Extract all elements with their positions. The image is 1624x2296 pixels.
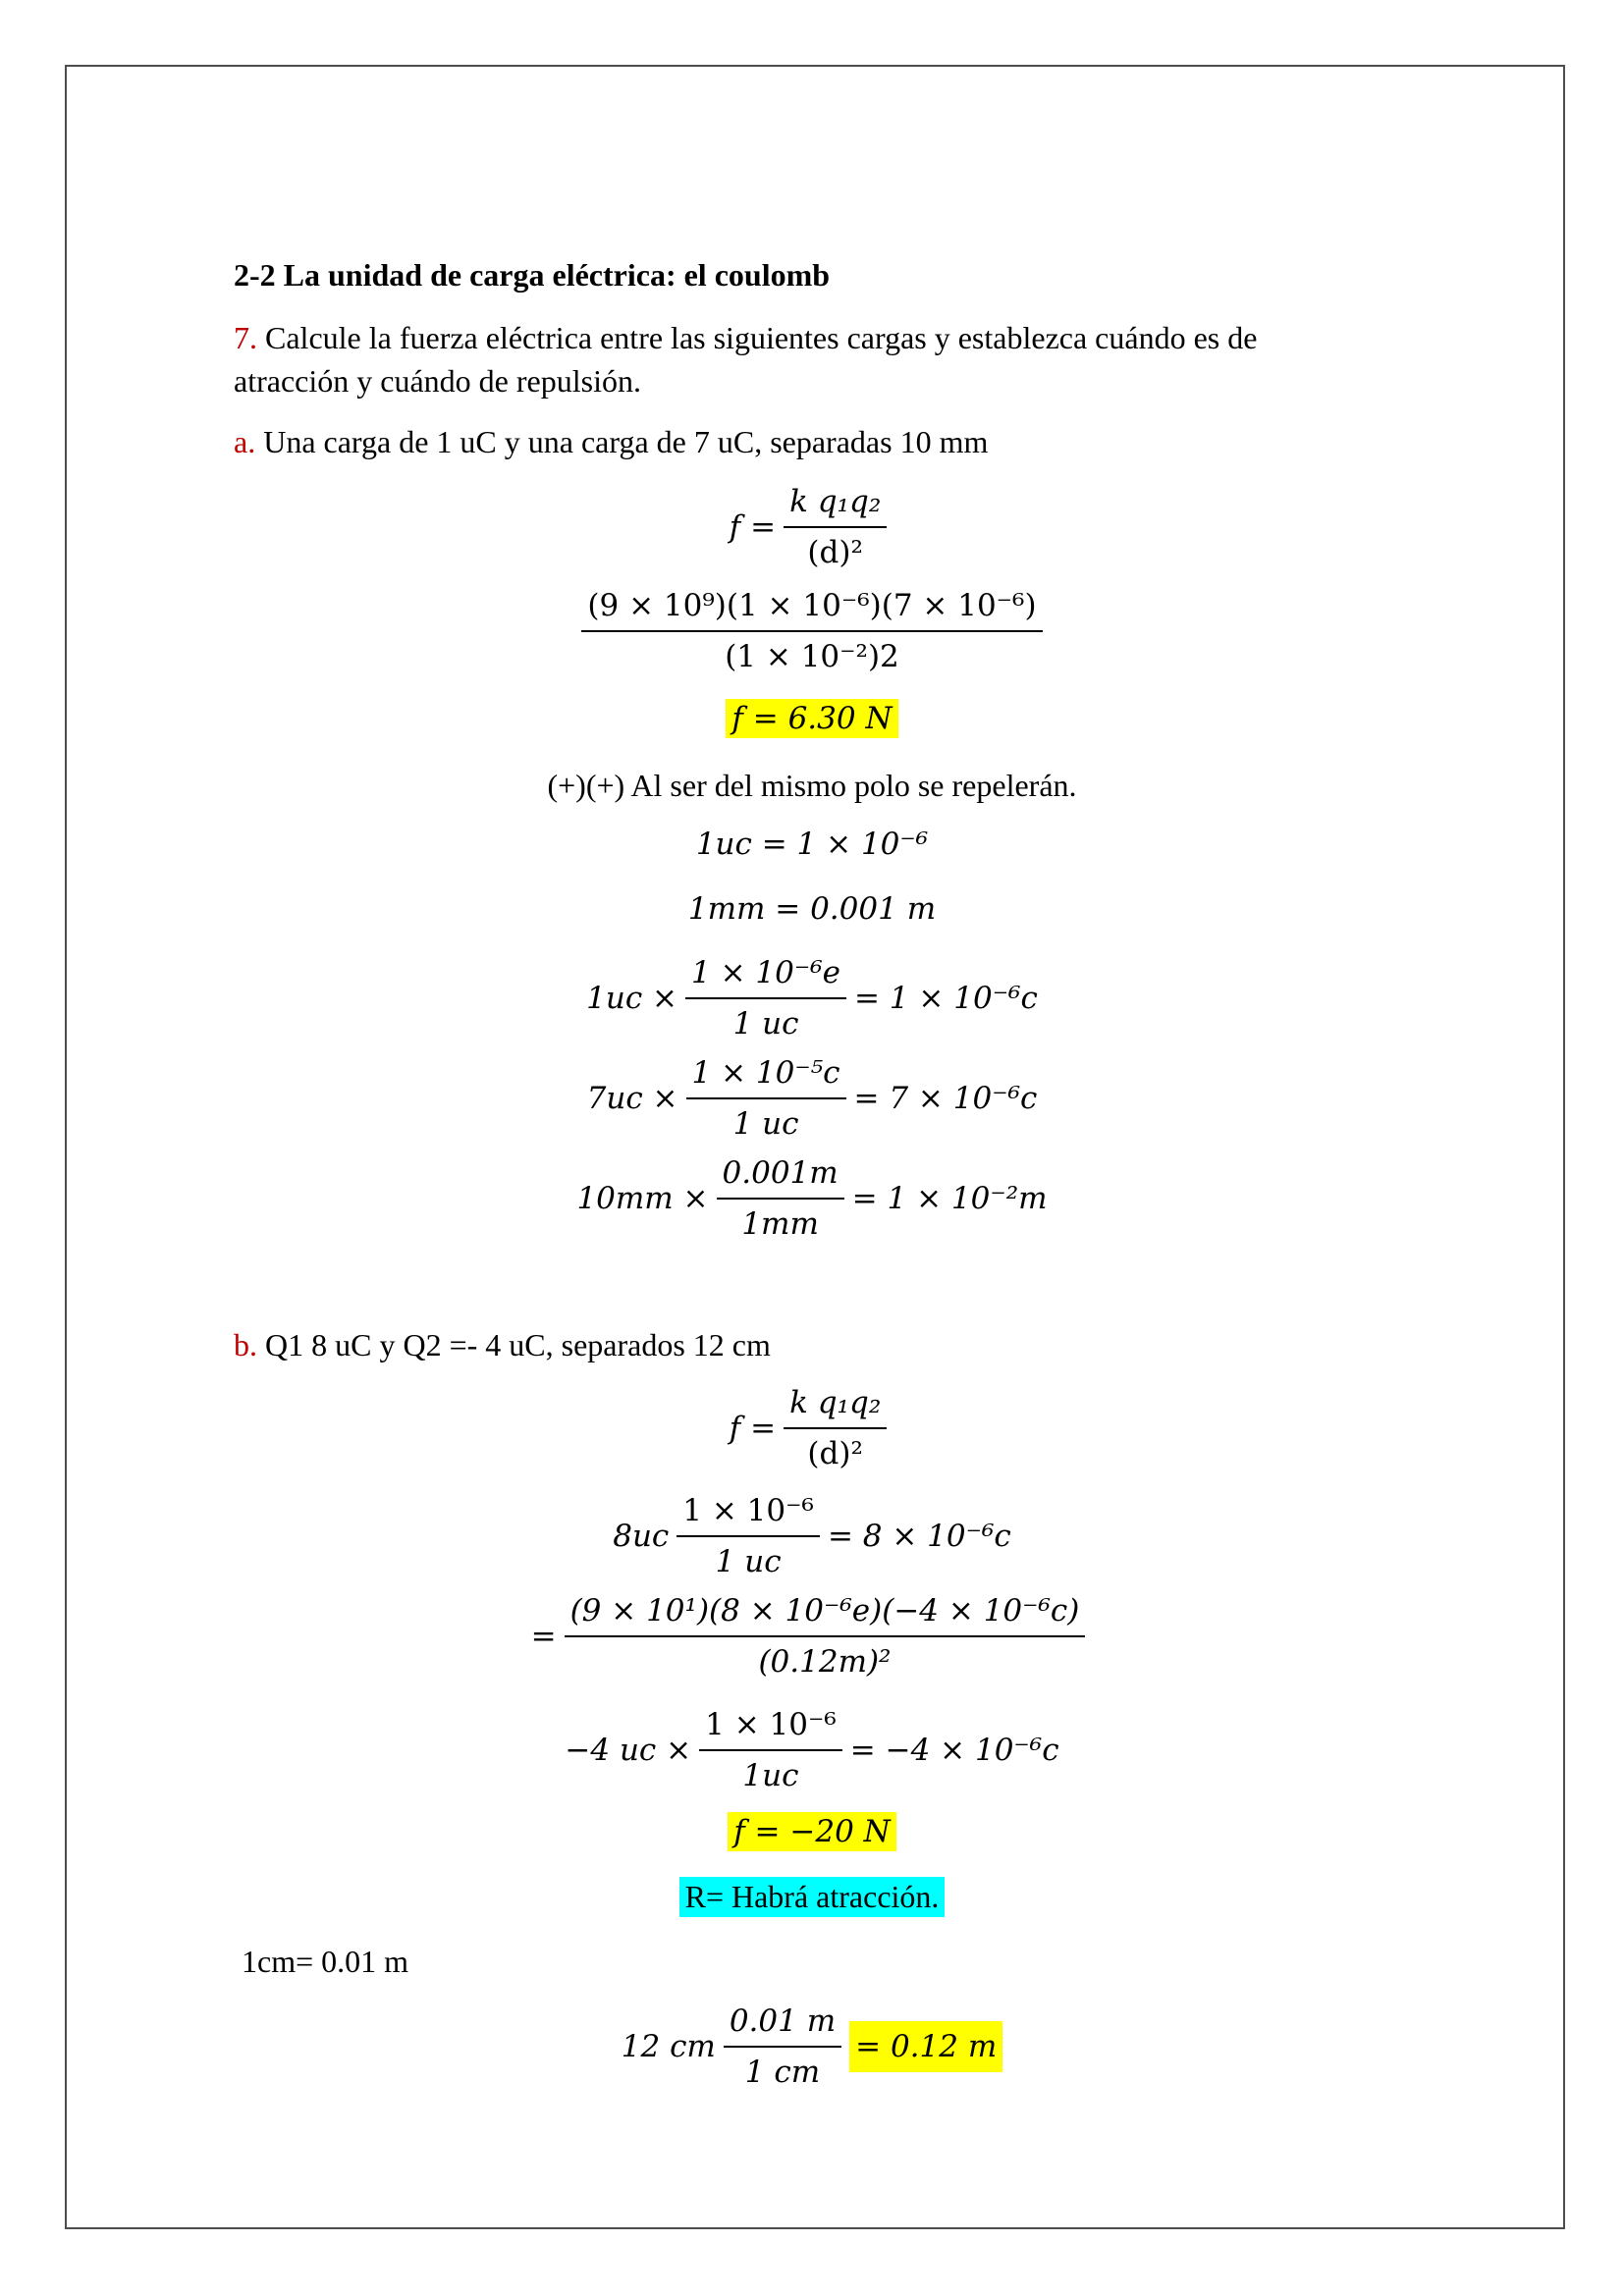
calc-b2-lhs: −4 uc × — [565, 1733, 692, 1768]
substitution-fraction — [581, 587, 1042, 675]
part-a-conversion-1 — [0, 827, 1624, 862]
part-b-calc-2 — [0, 1706, 1624, 1794]
substitution-equals: = — [530, 1619, 557, 1654]
part-b-result — [0, 1812, 1624, 1851]
substitution-denominator: (0.12m)² — [758, 1644, 892, 1680]
conversion-uc: 1uc = 1 × 10⁻⁶ — [695, 827, 929, 862]
part-a-note: (+)(+) Al ser del mismo polo se repelerán. — [547, 768, 1077, 803]
problem-number: 7. — [234, 320, 257, 355]
problem-statement-line1 — [234, 316, 1257, 359]
part-b-substitution — [0, 1592, 1624, 1681]
part-a-result-highlight: f = 6.30 N — [726, 699, 897, 738]
calc-b3-numerator: 0.01 m — [729, 2003, 837, 2039]
part-b-cm-conversion: 1cm= 0.01 m — [242, 1944, 409, 1979]
calc-b1-fraction — [677, 1492, 820, 1580]
part-b-statement — [234, 1323, 771, 1366]
calc-2-rhs: = 7 × 10⁻⁶c — [853, 1081, 1038, 1116]
problem-statement-line2: atracción y cuándo de repulsión. — [234, 363, 641, 399]
calc-3-denominator: 1mm — [741, 1206, 819, 1242]
substitution-numerator: (9 × 10¹)(8 × 10⁻⁶e)(−4 × 10⁻⁶c) — [569, 1593, 1080, 1629]
calc-2-denominator: 1 uc — [732, 1106, 799, 1142]
calc-b2-fraction — [699, 1706, 842, 1794]
calc-b2-denominator: 1uc — [742, 1758, 799, 1793]
part-a-statement — [234, 420, 988, 463]
calc-1-denominator: 1 uc — [732, 1006, 799, 1041]
part-a-substitution — [0, 587, 1624, 675]
problem-text-1: Calcule la fuerza eléctrica entre las siguientes cargas y establezca cuándo es de — [265, 320, 1258, 355]
calc-3-rhs: = 1 × 10⁻²m — [851, 1181, 1048, 1216]
formula-fraction — [784, 483, 887, 571]
part-a-formula — [0, 483, 1624, 571]
part-a-calc-3 — [0, 1154, 1624, 1243]
calc-2-fraction — [686, 1054, 846, 1143]
calc-b2-rhs: = −4 × 10⁻⁶c — [849, 1733, 1059, 1768]
calc-1-fraction — [685, 954, 846, 1042]
calc-b1-numerator: 1 × 10⁻⁶ — [677, 1492, 820, 1537]
calc-b1-lhs: 8uc — [613, 1519, 670, 1554]
substitution-fraction — [565, 1592, 1086, 1681]
calc-b3-fraction — [724, 2002, 841, 2091]
part-b-answer-highlight: R= Habrá atracción. — [679, 1877, 946, 1917]
calc-1-rhs: = 1 × 10⁻⁶c — [854, 981, 1038, 1016]
part-a-conversion-2 — [0, 891, 1624, 927]
calc-b3-lhs: 12 cm — [621, 2029, 716, 2064]
part-b-calc-3 — [0, 2002, 1624, 2091]
substitution-numerator: (9 × 10⁹)(1 × 10⁻⁶)(7 × 10⁻⁶) — [581, 587, 1042, 632]
calc-2-lhs: 7uc × — [586, 1081, 678, 1116]
calc-3-lhs: 10mm × — [576, 1181, 709, 1216]
calc-1-numerator: 1 × 10⁻⁶e — [691, 955, 841, 990]
part-b-text: Q1 8 uC y Q2 =- 4 uC, separados 12 cm — [265, 1327, 771, 1362]
formula-numerator: k q₁q₂ — [789, 1385, 882, 1420]
part-a-calc-2 — [0, 1054, 1624, 1143]
calc-3-numerator: 0.001m — [722, 1155, 839, 1191]
calc-3-fraction — [717, 1154, 844, 1243]
calc-2-numerator: 1 × 10⁻⁵c — [691, 1055, 840, 1091]
formula-denominator: (d)² — [807, 1436, 863, 1471]
substitution-denominator: (1 × 10⁻²)2 — [725, 639, 899, 674]
formula-numerator: k q₁q₂ — [789, 484, 882, 519]
part-b-label: b. — [234, 1327, 257, 1362]
calc-b3-rhs-highlight: = 0.12 m — [849, 2021, 1002, 2072]
calc-b3-denominator: 1 cm — [744, 2055, 821, 2090]
part-a-text: Una carga de 1 uC y una carga de 7 uC, separadas 10 mm — [263, 424, 989, 459]
part-b-calc-1 — [0, 1492, 1624, 1580]
part-b-result-highlight: f = −20 N — [728, 1812, 896, 1851]
calc-b2-numerator: 1 × 10⁻⁶ — [699, 1706, 842, 1751]
part-a-result — [0, 699, 1624, 738]
part-b-formula — [0, 1384, 1624, 1472]
formula-lhs: f = — [729, 509, 777, 545]
section-title: 2-2 La unidad de carga eléctrica: el coulomb — [234, 257, 831, 293]
part-b-answer — [0, 1877, 1624, 1917]
calc-b1-rhs: = 8 × 10⁻⁶c — [827, 1519, 1011, 1554]
formula-fraction — [784, 1384, 887, 1472]
formula-lhs: f = — [729, 1411, 777, 1446]
calc-1-lhs: 1uc × — [586, 981, 678, 1016]
calc-b1-denominator: 1 uc — [715, 1544, 782, 1579]
part-a-label: a. — [234, 424, 256, 459]
conversion-mm: 1mm = 0.001 m — [687, 891, 937, 927]
part-a-calc-1 — [0, 954, 1624, 1042]
formula-denominator: (d)² — [807, 535, 863, 570]
